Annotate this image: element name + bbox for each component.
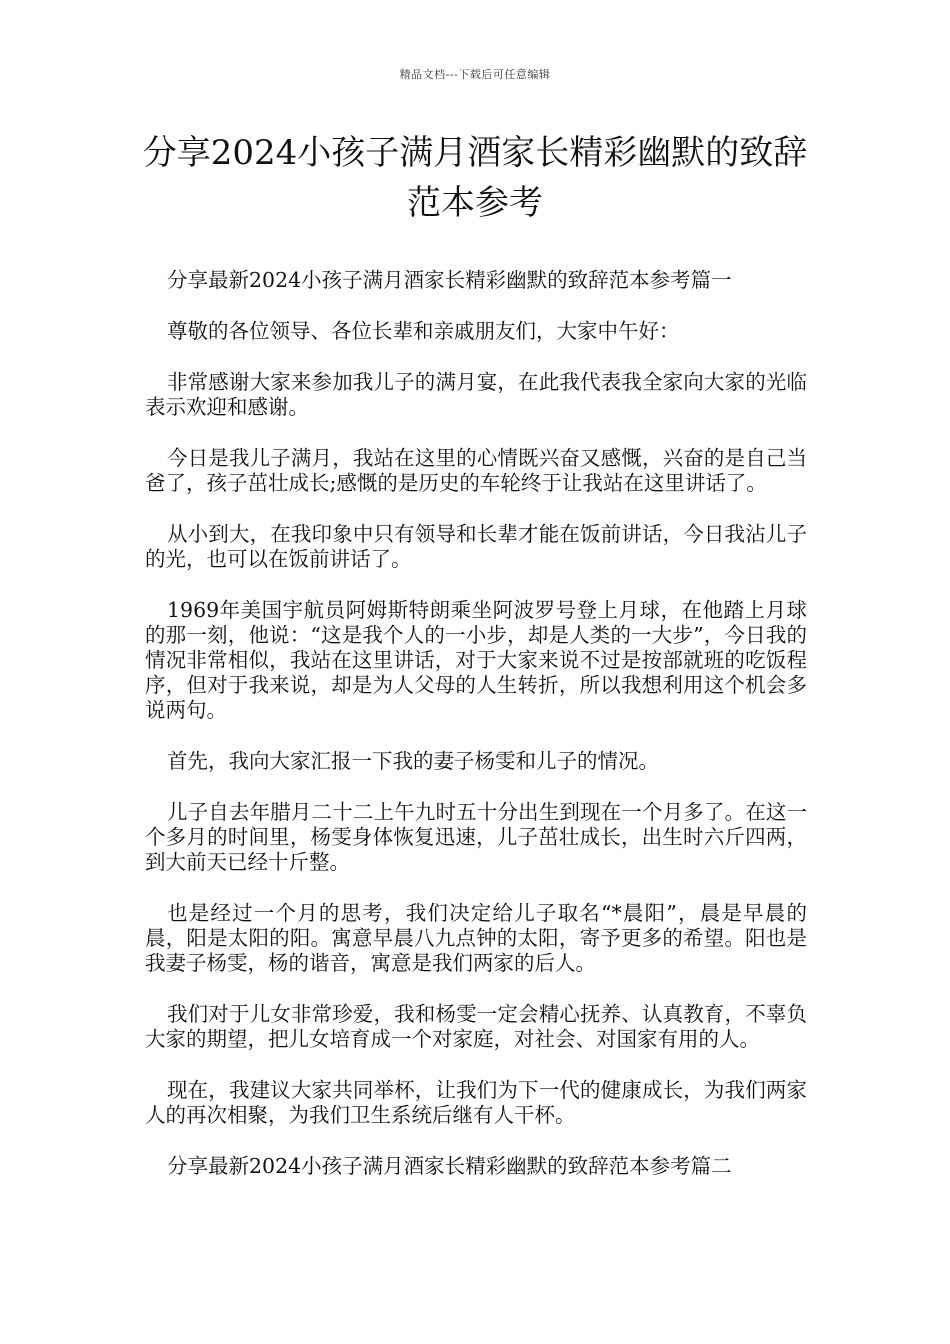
body-paragraph: 今日是我儿子满月，我站在这里的心情既兴奋又感慨，兴奋的是自己当爸了，孩子茁壮成长;感慨的是历史的车轮终于让我站在这里讲话了。 [145,446,807,495]
header-note: 精品文档---下载后可任意编辑 [399,68,551,81]
body-paragraph: 我们对于儿女非常珍爱，我和杨雯一定会精心抚养、认真教育，不辜负大家的期望，把儿女培育成一个对家庭，对社会、对国家有用的人。 [145,1002,807,1051]
body-paragraph: 1969年美国宇航员阿姆斯特朗乘坐阿波罗号登上月球，在他踏上月球的那一刻，他说：“这是我个人的一小步，却是人类的一大步”，今日我的情况非常相似，我站在这里讲话，对于大家来说不过是按部就班的吃饭程序，但对于我来说，却是为人父母的人生转折，所以我想利用这个机会多说两句。 [145,598,807,722]
body-paragraph: 也是经过一个月的思考，我们决定给儿子取名“*晨阳”，晨是早晨的晨，阳是太阳的阳。寓意早晨八九点钟的太阳，寄予更多的希望。阳也是我妻子杨雯，杨的谐音，寓意是我们两家的后人。 [145,901,807,975]
body-paragraph: 非常感谢大家来参加我儿子的满月宴，在此我代表我全家向大家的光临表示欢迎和感谢。 [145,370,807,419]
body-paragraph: 首先，我向大家汇报一下我的妻子杨雯和儿子的情况。 [167,749,659,773]
body-paragraph: 现在，我建议大家共同举杯，让我们为下一代的健康成长，为我们两家人的再次相聚，为我们卫生系统后继有人干杯。 [145,1078,807,1127]
body-paragraph: 从小到大，在我印象中只有领导和长辈才能在饭前讲话，今日我沾儿子的光，也可以在饭前讲话了。 [145,522,807,571]
section-heading-2: 分享最新2024小孩子满月酒家长精彩幽默的致辞范本参考篇二 [167,1154,732,1178]
greeting-paragraph: 尊敬的各位领导、各位长辈和亲戚朋友们，大家中午好： [167,319,680,343]
document-body [145,268,807,1205]
section-heading-1: 分享最新2024小孩子满月酒家长精彩幽默的致辞范本参考篇一 [167,268,732,292]
document-title: 分享2024小孩子满月酒家长精彩幽默的致辞范本参考 [142,133,808,223]
body-paragraph: 儿子自去年腊月二十二上午九时五十分出生到现在一个月多了。在这一个多月的时间里，杨雯身体恢复迅速，儿子茁壮成长，出生时六斤四两，到大前天已经十斤整。 [145,800,807,874]
